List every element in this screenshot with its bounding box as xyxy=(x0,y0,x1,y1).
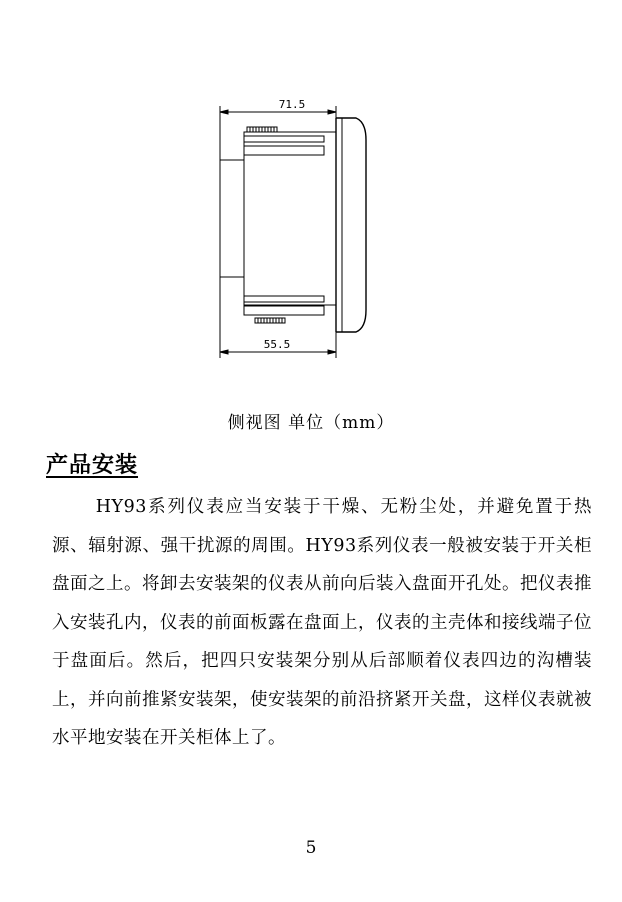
arrow-bottom-right xyxy=(328,350,336,354)
side-view-drawing xyxy=(190,90,400,370)
bottom-dimension-label: 55.5 xyxy=(263,338,291,351)
figure-caption: 侧视图 单位（mm） xyxy=(227,413,395,433)
top-dimension-label: 71.5 xyxy=(278,98,306,111)
front-bezel xyxy=(336,118,366,332)
arrow-top-right xyxy=(328,110,336,114)
lower-clip-arm xyxy=(244,296,324,302)
arrow-top-left xyxy=(220,110,228,114)
page-number: 5 xyxy=(305,838,317,858)
upper-clip-rail xyxy=(244,146,324,155)
section-title: 产品安装 xyxy=(46,452,139,478)
lower-clip-rail xyxy=(244,306,324,315)
body-bottom-edge xyxy=(220,270,336,305)
arrow-bottom-left xyxy=(220,350,228,354)
side-view-svg xyxy=(190,90,400,370)
installation-paragraph: HY93系列仪表应当安装于干燥、无粉尘处，并避免置于热源、辐射源、强干扰源的周围。HY93系列仪表一般被安装于开关柜盘面之上。将卸去安装架的仪表从前向后装入盘面开孔处。把仪表推入安装孔内，仪表的前面板露在盘面上，仪表的主壳体和接线端子位于盘面后。然后，把四只安装架分别从后部顺着仪表四边的沟槽装上，并向前推紧安装架，使安装架的前沿挤紧开关盘，这样仪表就被水平地安装在开关柜体上了。 xyxy=(52,497,592,748)
body-text xyxy=(52,488,592,758)
upper-clip-arm xyxy=(244,136,324,142)
